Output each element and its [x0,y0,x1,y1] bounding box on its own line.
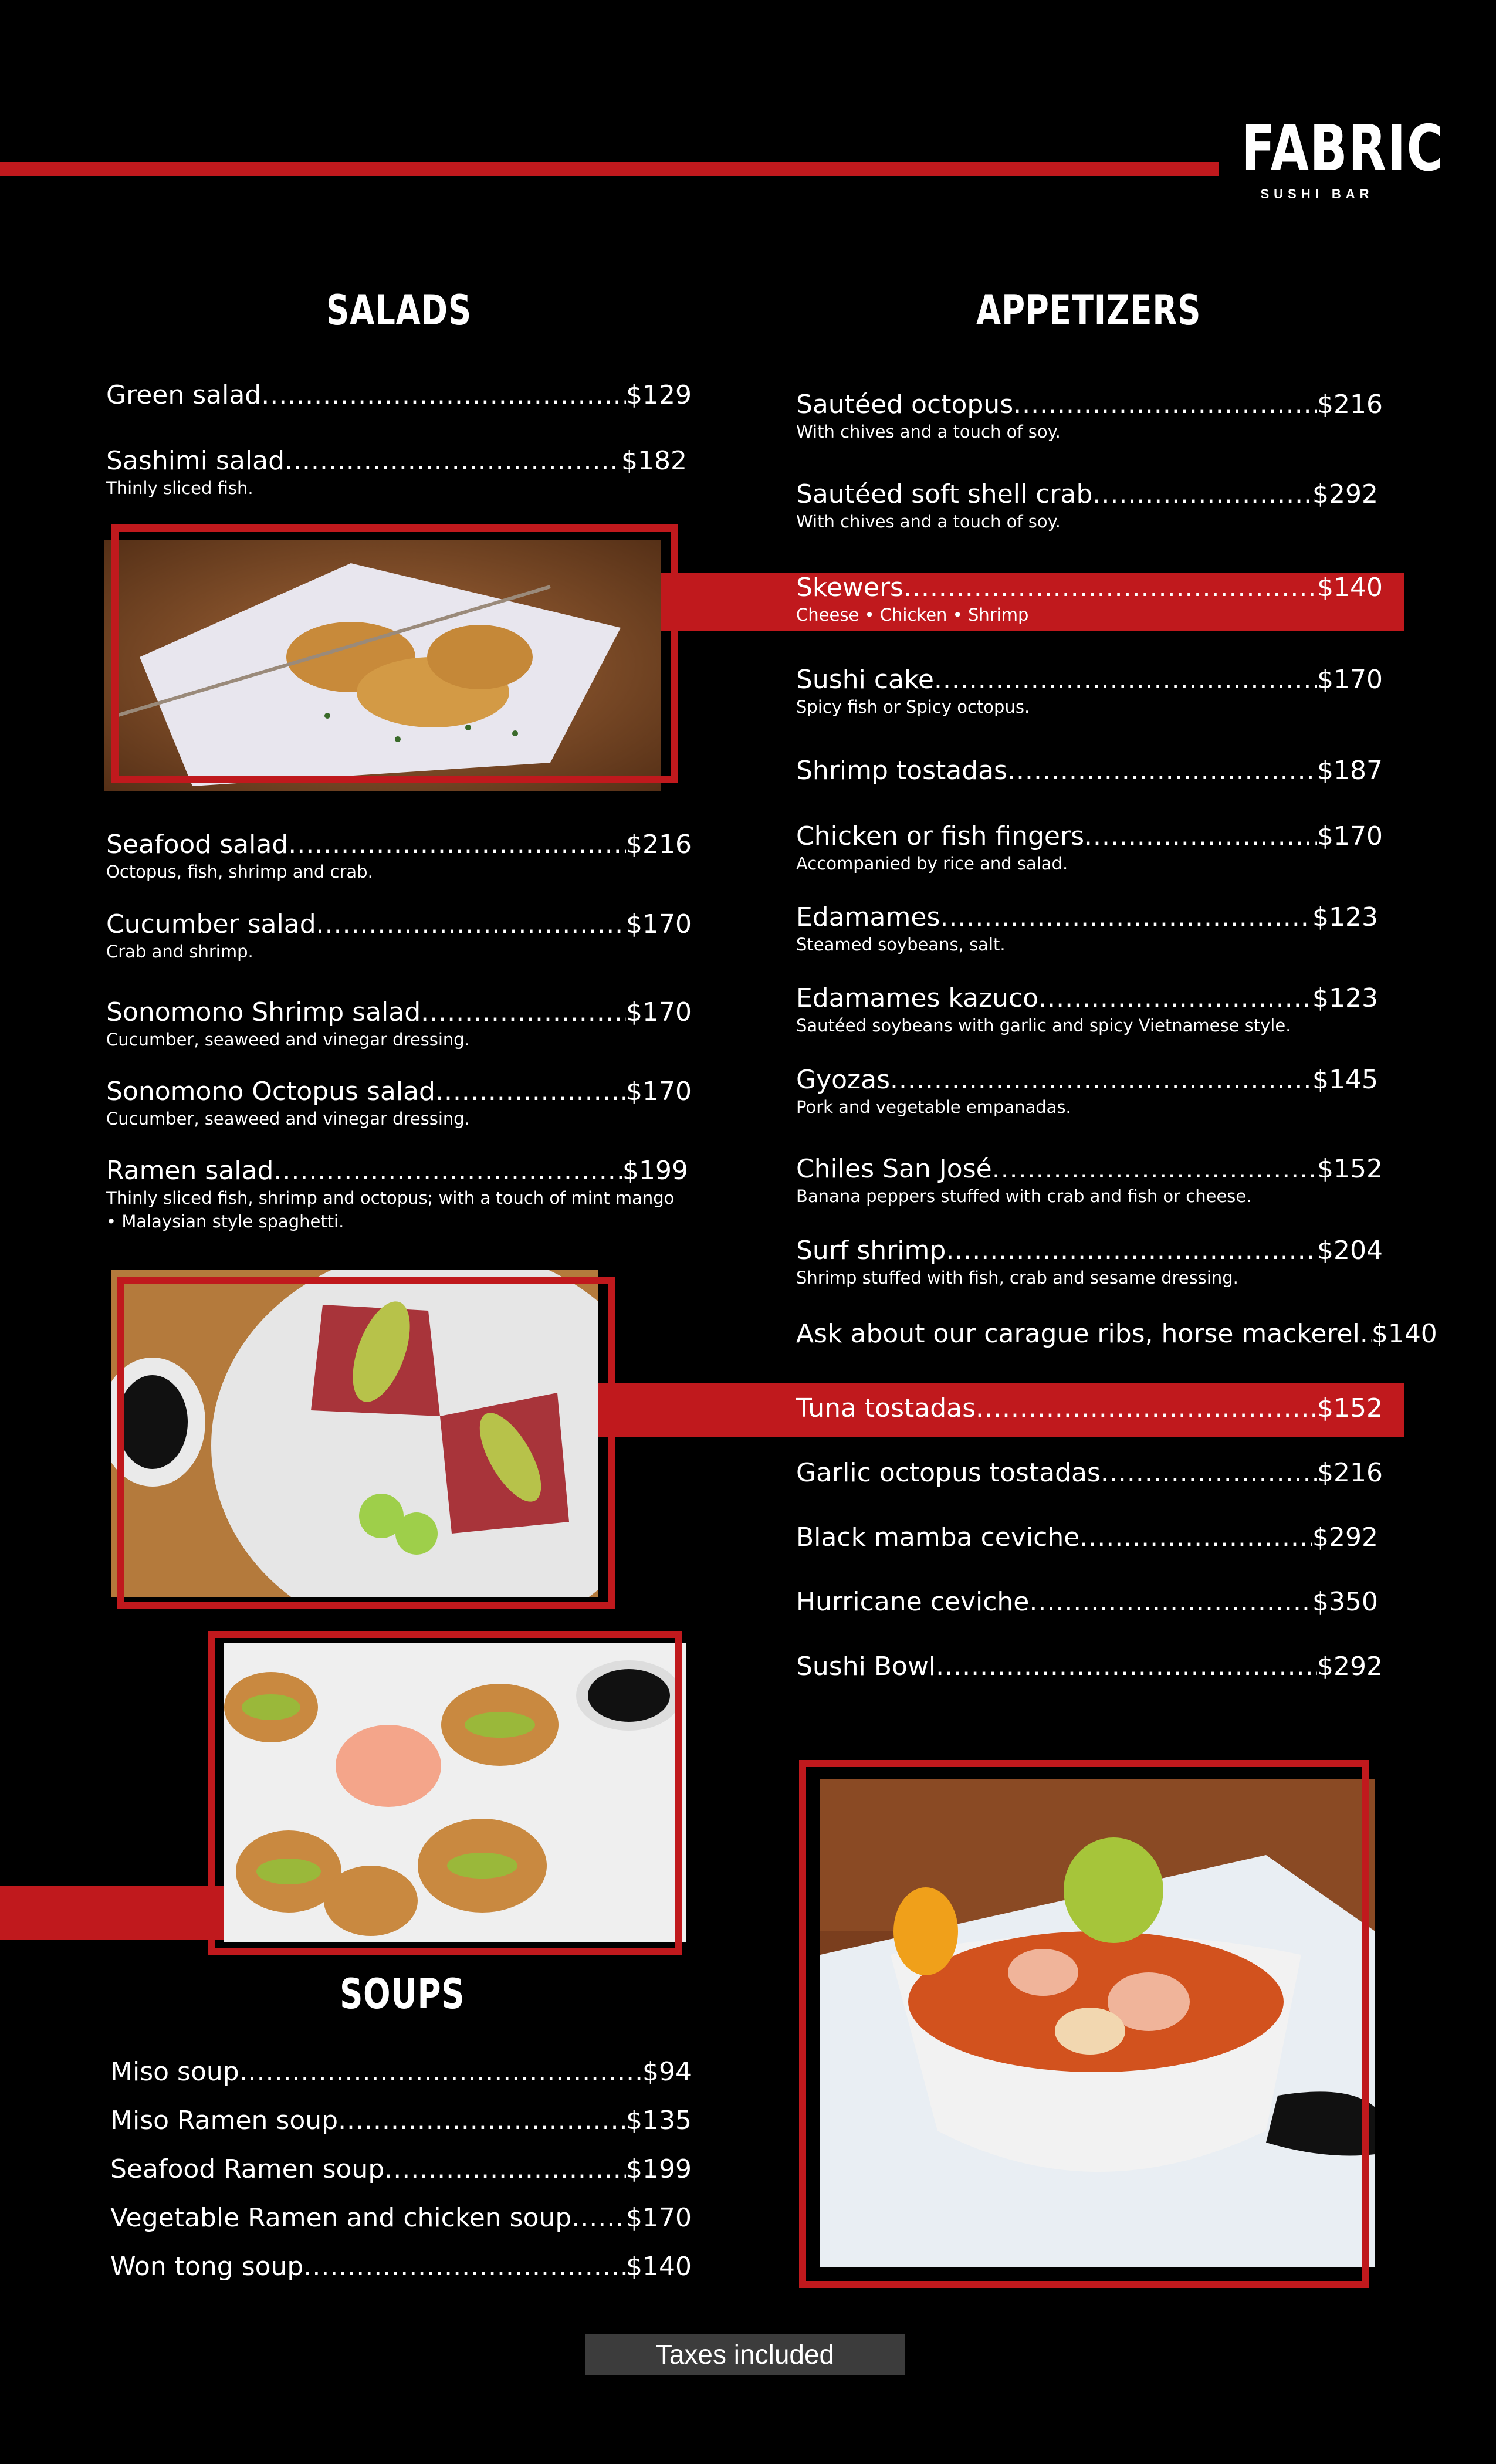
item-name: Sushi cake [796,665,934,695]
menu-item [110,2057,692,2087]
dot-leader [571,2203,626,2233]
item-name: Seafood salad [106,830,289,859]
dot-leader [1079,1522,1312,1553]
item-name: Green salad [106,380,262,410]
menu-item [796,902,1378,956]
dot-leader [976,1393,1317,1424]
menu-item [106,997,692,1051]
item-name: Won tong soup [110,2252,304,2282]
item-description: Spicy fish or Spicy octopus. [796,697,1030,717]
dot-leader [940,902,1312,933]
dot-leader [288,830,626,860]
item-name: Chicken or fish fingers [796,821,1085,851]
salads-title: SALADS [326,286,472,334]
brand-name: FABRIC [1241,112,1444,185]
dot-leader [903,573,1317,603]
menu-item [106,1077,692,1131]
item-name: Sonomono Octopus salad [106,1077,435,1106]
item-price: $123 [1312,902,1378,932]
menu-item [796,1065,1378,1119]
item-price: $204 [1317,1236,1383,1265]
item-description: Crab and shrimp. [106,942,253,962]
item-price: $129 [626,380,692,410]
brand-logo [1220,112,1444,202]
item-price: $152 [1317,1393,1383,1423]
dot-leader [1101,1458,1317,1488]
dot-leader [1038,983,1312,1014]
dot-leader [239,2057,642,2087]
menu-item [110,2106,692,2136]
menu-item [796,1319,1437,1349]
menu-item [110,2203,692,2233]
taxes-note: Taxes included [585,2334,905,2375]
menu-item [796,1458,1383,1488]
item-price: $216 [1317,390,1383,419]
item-name: Skewers [796,573,903,603]
menu-item [796,1522,1378,1553]
item-price: $140 [1317,573,1383,603]
item-name: Garlic octopus tostadas [796,1458,1101,1488]
menu-item [796,573,1383,627]
item-price: $199 [622,1156,688,1186]
tuna-tostadas-photo-frame [117,1277,615,1609]
item-price: $182 [621,446,687,476]
soups-title: SOUPS [340,1970,465,2018]
item-name: Sonomono Shrimp salad [106,997,421,1027]
menu-item [106,909,692,963]
dot-leader [936,1651,1317,1682]
item-description: Steamed soybeans, salt. [796,935,1006,955]
item-name: Gyozas [796,1065,891,1095]
menu-item [106,380,692,411]
item-description: Octopus, fish, shrimp and crab. [106,862,373,882]
dot-leader [285,446,621,476]
item-name: Miso Ramen soup [110,2106,339,2135]
menu-item [796,821,1383,875]
item-description: Pork and vegetable empanadas. [796,1097,1071,1117]
item-name: Surf shrimp [796,1236,946,1265]
item-price: $123 [1312,983,1378,1013]
menu-item [796,665,1383,719]
item-price: $187 [1317,756,1383,786]
menu-item [796,479,1378,533]
item-price: $145 [1312,1065,1378,1095]
menu-item [796,1587,1378,1617]
item-price: $170 [626,2203,692,2233]
menu-item [110,2252,692,2282]
dot-leader [1084,821,1317,852]
item-description-line-2: • Malaysian style spaghetti. [106,1211,344,1231]
item-price: $292 [1317,1651,1383,1681]
dot-leader [338,2106,626,2136]
dot-leader [992,1154,1317,1184]
item-price: $216 [626,830,692,859]
menu-item [796,1236,1383,1289]
brand-subtitle: SUSHI BAR [1260,187,1374,201]
skewers-photo-frame [111,524,678,783]
dot-leader [1029,1587,1312,1617]
menu-item [106,830,692,884]
menu-item [796,1393,1383,1424]
item-description: Shrimp stuffed with fish, crab and sesame dressing. [796,1268,1238,1288]
dot-leader [303,2252,626,2282]
appetizers-title: APPETIZERS [976,286,1201,334]
item-name: Tuna tostadas [796,1393,976,1423]
dot-leader [261,380,626,411]
item-description: With chives and a touch of soy. [796,512,1061,532]
dot-leader [946,1236,1317,1266]
menu-item [106,1156,688,1233]
header-accent-bar [0,162,1219,176]
dot-leader [1007,756,1317,786]
menu-item [796,390,1383,444]
item-name: Ramen salad [106,1156,274,1186]
soups-accent-bar [0,1886,235,1940]
item-price: $140 [626,2252,692,2282]
item-price: $216 [1317,1458,1383,1488]
dot-leader [1013,390,1317,420]
item-description: Cucumber, seaweed and vinegar dressing. [106,1109,470,1129]
item-price: $170 [626,909,692,939]
item-name: Sautéed octopus [796,390,1014,419]
menu-item [110,2154,692,2185]
item-description: With chives and a touch of soy. [796,422,1061,442]
ceviche-photo-frame [799,1760,1369,2288]
item-name: Sautéed soft shell crab [796,479,1093,509]
item-name: Hurricane ceviche [796,1587,1030,1617]
dot-leader [934,665,1317,695]
menu-item [796,1154,1383,1208]
item-name: Edamames kazuco [796,983,1039,1013]
item-name: Black mamba ceviche [796,1522,1080,1552]
item-price: $94 [642,2057,692,2087]
item-price: $170 [1317,665,1383,695]
item-price: $170 [626,1077,692,1106]
menu-item [796,983,1378,1037]
item-name: Chiles San José [796,1154,992,1184]
dot-leader [1092,479,1312,510]
item-price: $292 [1312,1522,1378,1552]
item-description: Cucumber, seaweed and vinegar dressing. [106,1030,470,1050]
dot-leader [421,997,626,1028]
item-price: $140 [1371,1319,1437,1349]
item-price: $350 [1312,1587,1378,1617]
item-description: Sautéed soybeans with garlic and spicy Vietnamese style. [796,1016,1291,1035]
shrimp-tostadas-photo-frame [208,1631,682,1955]
menu-item [796,1651,1383,1682]
dot-leader [1360,1319,1372,1349]
item-price: $135 [626,2106,692,2135]
menu-item [106,446,687,500]
item-name: Seafood Ramen soup [110,2154,385,2184]
item-name: Sushi Bowl [796,1651,936,1681]
item-name: Vegetable Ramen and chicken soup [110,2203,572,2233]
dot-leader [384,2154,626,2185]
menu-item [796,756,1383,786]
dot-leader [435,1077,626,1107]
dot-leader [316,909,626,940]
item-name: Edamames [796,902,940,932]
item-price: $152 [1317,1154,1383,1184]
item-description: Thinly sliced fish. [106,478,253,498]
item-price: $199 [626,2154,692,2184]
item-name: Sashimi salad [106,446,285,476]
item-price: $170 [626,997,692,1027]
item-name: Ask about our carague ribs, horse mackerel [796,1319,1360,1349]
item-description: Thinly sliced fish, shrimp and octopus; with a touch of mint mango [106,1188,675,1208]
item-name: Shrimp tostadas [796,756,1008,786]
dot-leader [273,1156,622,1186]
item-description: Accompanied by rice and salad. [796,854,1068,874]
item-description: Cheese • Chicken • Shrimp [796,605,1029,625]
item-price: $170 [1317,821,1383,851]
item-name: Miso soup [110,2057,239,2087]
item-price: $292 [1312,479,1378,509]
dot-leader [890,1065,1312,1095]
item-description: Banana peppers stuffed with crab and fish or cheese. [796,1186,1252,1206]
item-name: Cucumber salad [106,909,316,939]
